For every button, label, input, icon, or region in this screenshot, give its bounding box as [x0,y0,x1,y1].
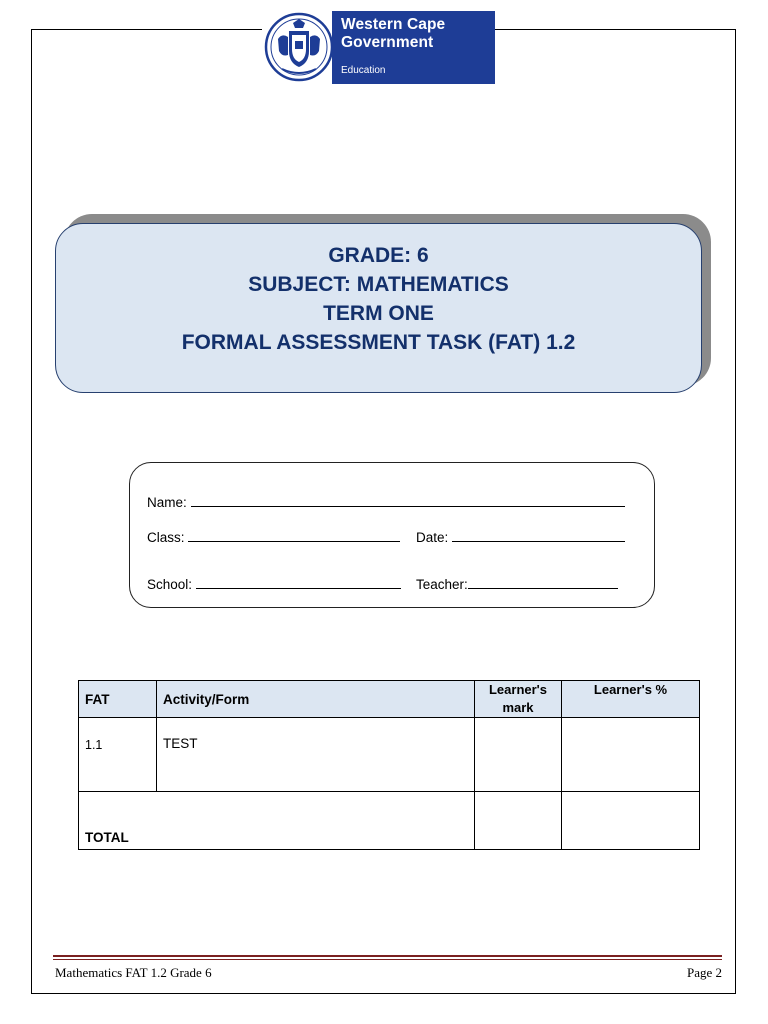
date-label: Date: [416,530,449,545]
table-header-row [79,681,700,718]
date-field[interactable] [452,528,625,542]
class-row [147,528,400,545]
logo-title: Western Cape [341,16,446,33]
name-field[interactable] [191,493,625,507]
teacher-label: Teacher: [416,577,468,592]
date-row [416,528,625,545]
header-learner-percent: Learner's % [562,681,700,718]
wcg-logo [262,11,495,84]
task-heading: FORMAL ASSESSMENT TASK (FAT) 1.2 [181,331,576,354]
school-row [147,575,401,592]
header-learner-mark: Learner's mark [475,681,562,718]
total-row [79,792,700,850]
total-label: TOTAL [79,792,475,850]
school-label: School: [147,577,193,592]
class-field[interactable] [188,528,400,542]
name-row [147,493,625,510]
footer-rule-thin [53,959,722,960]
footer-rule [53,955,722,957]
marks-table [78,680,700,850]
teacher-field[interactable] [468,575,618,589]
cell-learner-mark[interactable] [475,718,562,792]
logo-panel [332,11,495,84]
header-activity: Activity/Form [157,681,475,718]
school-field[interactable] [196,575,401,589]
header-fat: FAT [79,681,157,718]
table-row [79,718,700,792]
learner-info-box [129,462,655,608]
term-heading: TERM ONE [323,302,434,325]
teacher-row [416,575,618,592]
cell-activity: TEST [157,718,475,792]
cell-learner-percent[interactable] [562,718,700,792]
footer-page-number: Page 2 [686,965,722,980]
class-label: Class: [147,530,185,545]
subject-heading: SUBJECT: MATHEMATICS [248,273,509,296]
total-percent-cell[interactable] [562,792,700,850]
logo-department: Education [341,65,386,76]
logo-subtitle: Government [341,34,434,51]
name-label: Name: [147,495,187,510]
footer-document-title: Mathematics FAT 1.2 Grade 6 [55,965,212,980]
cell-fat: 1.1 [79,718,157,792]
grade-heading: GRADE: 6 [328,244,429,267]
title-box [55,223,702,393]
coat-of-arms-icon [262,11,332,84]
total-mark-cell[interactable] [475,792,562,850]
